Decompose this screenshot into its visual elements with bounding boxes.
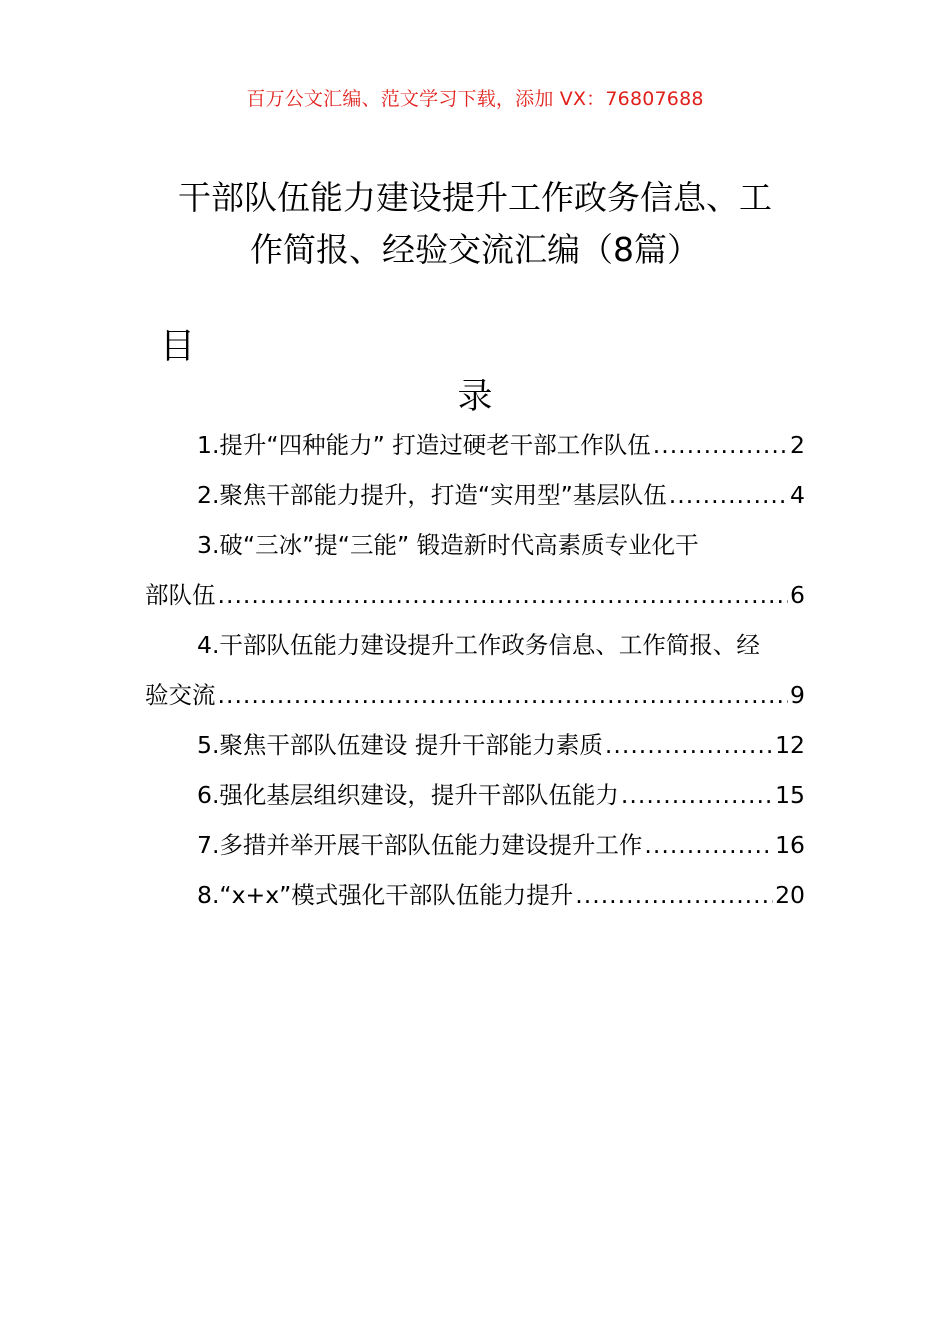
toc-leader-dots: [218, 670, 789, 720]
toc-item-4[interactable]: [145, 620, 805, 720]
toc-item-title: 2.聚焦干部能力提升，打造“实用型”基层队伍: [197, 481, 667, 509]
toc-item-5[interactable]: [145, 720, 805, 770]
toc-page-number: 6: [790, 581, 805, 609]
document-title-line-1: 干部队伍能力建设提升工作政务信息、工: [178, 178, 772, 217]
toc-item-title: 4.干部队伍能力建设提升工作政务信息、工作简报、经: [197, 631, 760, 659]
toc-page-number: 9: [790, 681, 805, 709]
table-of-contents: [145, 420, 805, 920]
toc-item-1[interactable]: [145, 420, 805, 470]
toc-item-title: 3.破“三冰”提“三能” 锻造新时代高素质专业化干: [197, 531, 699, 559]
toc-item-title-continued: 部队伍: [145, 581, 216, 609]
toc-page-number: 16: [775, 831, 805, 859]
toc-heading-part-2: 录: [457, 377, 493, 417]
toc-page-number: 15: [775, 781, 805, 809]
toc-leader-dots: [653, 420, 788, 470]
toc-leader-dots: [605, 720, 773, 770]
toc-item-7[interactable]: [145, 820, 805, 870]
toc-item-2[interactable]: [145, 470, 805, 520]
toc-leader-dots: [575, 870, 773, 920]
promo-header: 百万公文汇编、范文学习下载，添加 VX：76807688: [246, 88, 704, 110]
toc-item-8[interactable]: [145, 870, 805, 920]
toc-leader-dots: [644, 820, 773, 870]
document-title: [100, 172, 850, 276]
toc-heading-part-1: 目: [160, 327, 196, 367]
toc-item-title: 8.“x+x”模式强化干部队伍能力提升: [197, 881, 574, 909]
toc-item-title: 1.提升“四种能力” 打造过硬老干部工作队伍: [197, 431, 651, 459]
toc-item-3[interactable]: [145, 520, 805, 620]
document-title-line-2: 作简报、经验交流汇编（8篇）: [250, 230, 700, 269]
toc-item-title-continued: 验交流: [145, 681, 216, 709]
toc-item-title: 6.强化基层组织建设，提升干部队伍能力: [197, 781, 619, 809]
toc-page-number: 2: [790, 431, 805, 459]
toc-leader-dots: [669, 470, 788, 520]
toc-leader-dots: [621, 770, 773, 820]
toc-page-number: 12: [775, 731, 805, 759]
toc-item-title: 5.聚焦干部队伍建设 提升干部能力素质: [197, 731, 603, 759]
toc-page-number: 4: [790, 481, 805, 509]
toc-page-number: 20: [775, 881, 805, 909]
toc-leader-dots: [218, 570, 789, 620]
toc-item-title: 7.多措并举开展干部队伍能力建设提升工作: [197, 831, 643, 859]
toc-item-6[interactable]: [145, 770, 805, 820]
